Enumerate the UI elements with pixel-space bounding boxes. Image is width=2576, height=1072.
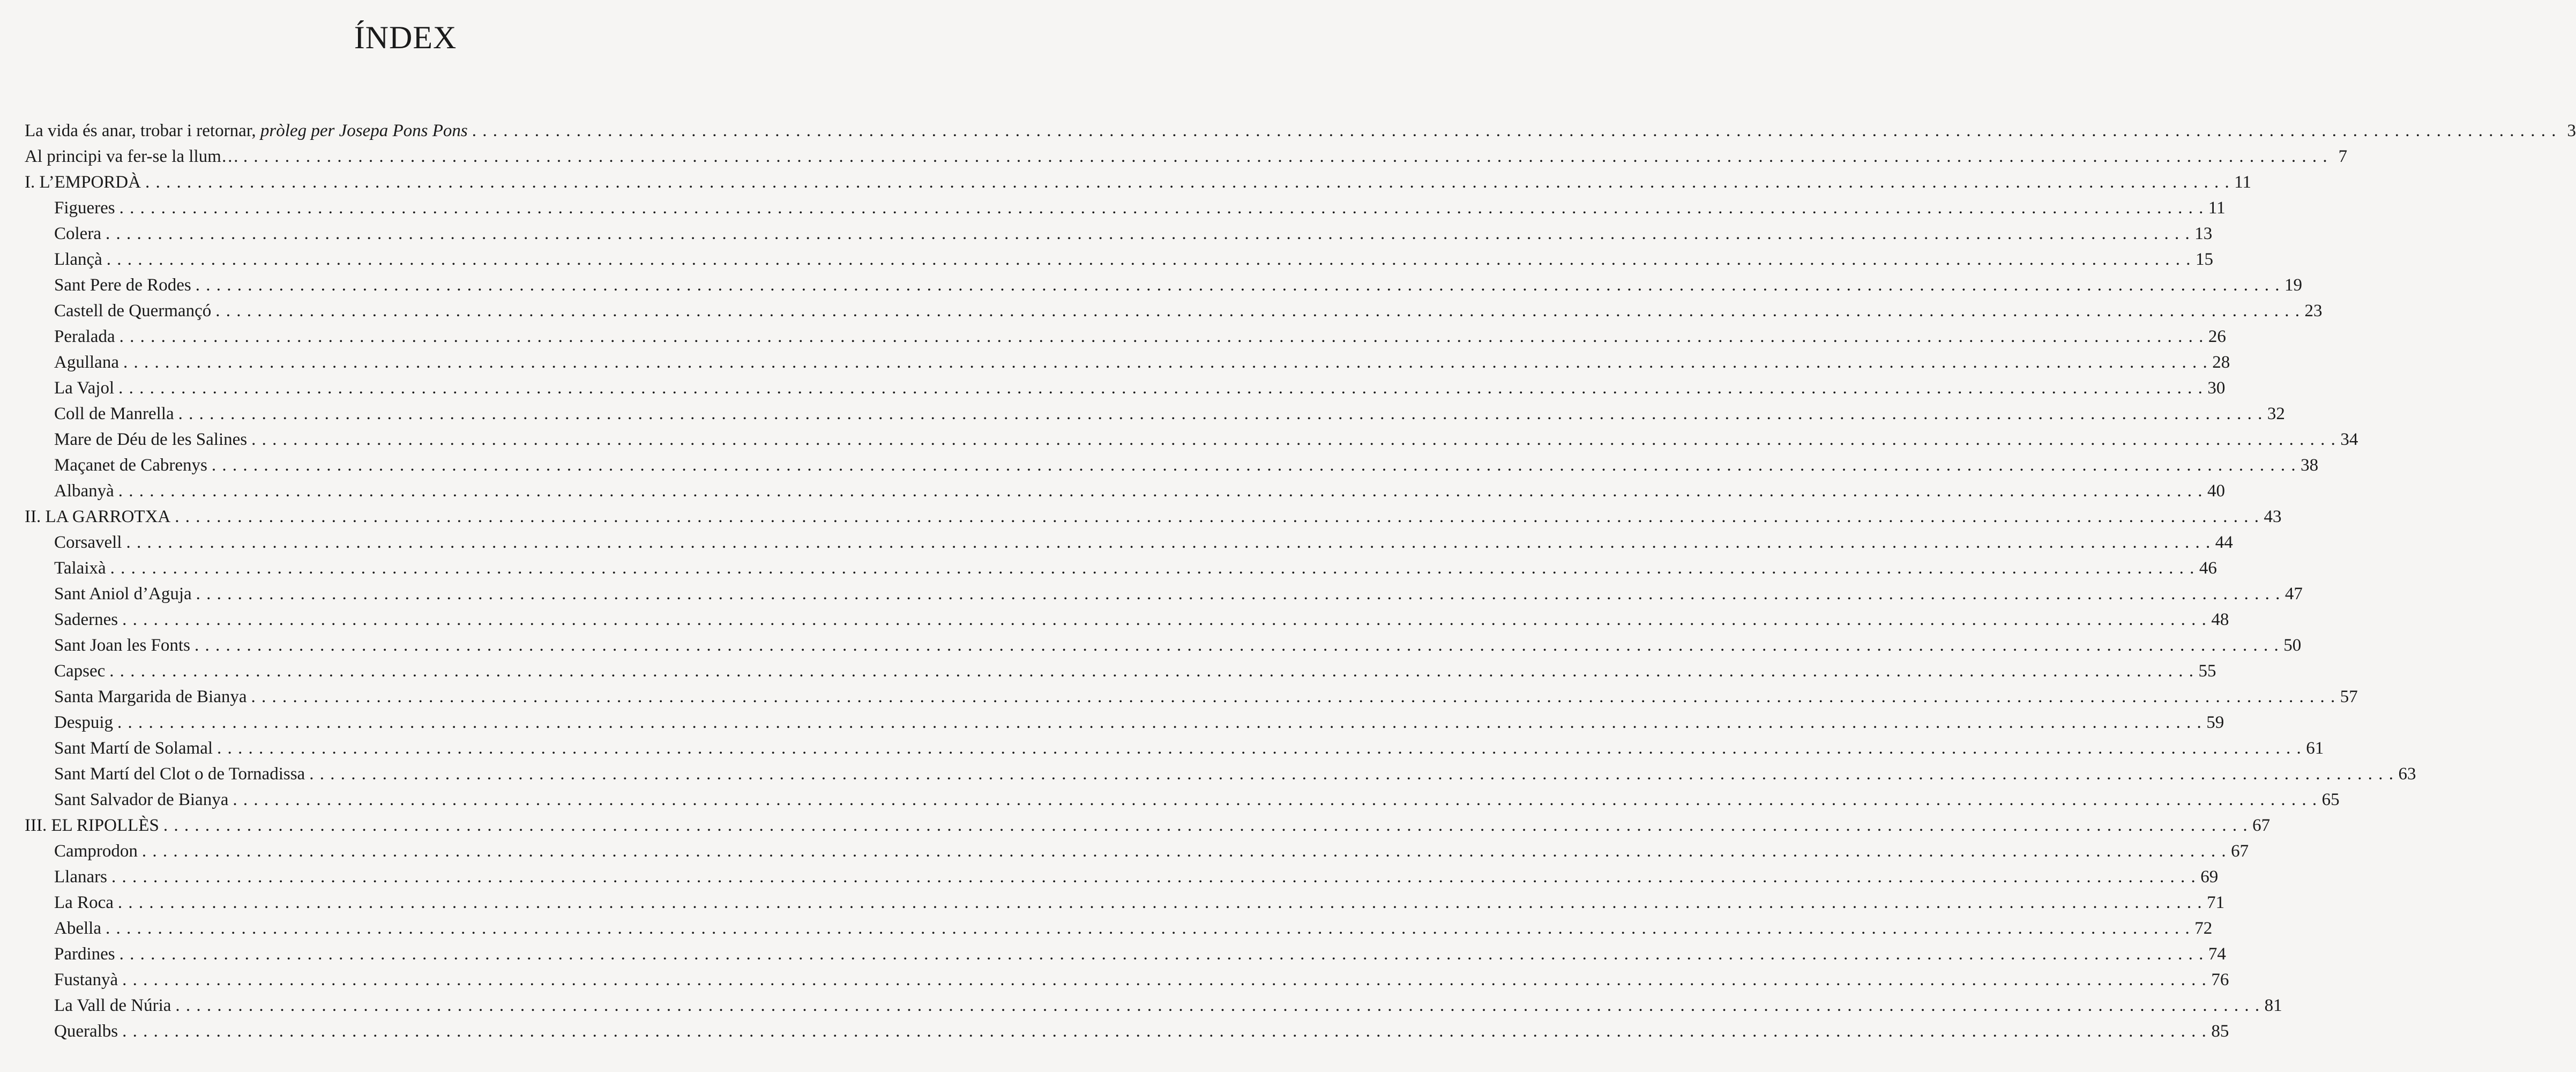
toc-entry-label: [54, 864, 107, 890]
dot-leader: . . . . . . . . . . . . . . . . . . . . . . . . . . . . . . . . . . . . . . . . . . . . . . . . . . . . . . . . . . . . . . . . . . . . . . . . . . . . . . . . . . . . . . . . . . . . . . . . . . . . . . . . . . . . . . . . . . . . . . . . . . . . . . . . . . . . . . . . . . . . . . . . . . . . . . . . . . . . . . . . . . . . . . . . . . . . . . . . . . . . . . . . . . . . . . . . . . . . . . . .: [145, 173, 2230, 192]
toc-entry-label: [54, 890, 114, 915]
toc-entry-text: Sant Pere de Rodes: [54, 276, 191, 295]
page-number: 32: [2267, 404, 2285, 423]
dot-leader: . . . . . . . . . . . . . . . . . . . . . . . . . . . . . . . . . . . . . . . . . . . . . . . . . . . . . . . . . . . . . . . . . . . . . . . . . . . . . . . . . . . . . . . . . . . . . . . . . . . . . . . . . . . . . . . . . . . . . . . . . . . . . . . . . . . . . . . . . . . . . . . . . . . . . . . . . . . . . . . . . . . . . . . . . . . . . . . . . . . . . . . . . . . . . . . . . . . . . . . .: [118, 481, 2204, 501]
toc-entry[interactable]: [25, 118, 2576, 144]
toc-subentry[interactable]: [25, 658, 2216, 684]
table-of-contents: [25, 118, 2576, 1044]
toc-subentry[interactable]: [25, 530, 2233, 555]
dot-leader: . . . . . . . . . . . . . . . . . . . . . . . . . . . . . . . . . . . . . . . . . . . . . . . . . . . . . . . . . . . . . . . . . . . . . . . . . . . . . . . . . . . . . . . . . . . . . . . . . . . . . . . . . . . . . . . . . . . . . . . . . . . . . . . . . . . . . . . . . . . . . . . . . . . . . . . . . . . . . . . . . . . . . . . . . . . . . . . . . . . . . . . . . . . . . . . . . . . . . . . .: [196, 584, 2281, 604]
toc-entry-label: [25, 504, 170, 530]
toc-entry-label: [54, 478, 114, 504]
page-number: 85: [2211, 1022, 2229, 1041]
toc-entry-text: Fustanyà: [54, 970, 118, 989]
dot-leader: . . . . . . . . . . . . . . . . . . . . . . . . . . . . . . . . . . . . . . . . . . . . . . . . . . . . . . . . . . . . . . . . . . . . . . . . . . . . . . . . . . . . . . . . . . . . . . . . . . . . . . . . . . . . . . . . . . . . . . . . . . . . . . . . . . . . . . . . . . . . . . . . . . . . . . . . . . . . . . . . . . . . . . . . . . . . . . . . . . . . . . . . . . . . . . . . . . . . . . . .: [117, 893, 2203, 912]
toc-entry-label: [54, 1018, 118, 1044]
dot-leader: . . . . . . . . . . . . . . . . . . . . . . . . . . . . . . . . . . . . . . . . . . . . . . . . . . . . . . . . . . . . . . . . . . . . . . . . . . . . . . . . . . . . . . . . . . . . . . . . . . . . . . . . . . . . . . . . . . . . . . . . . . . . . . . . . . . . . . . . . . . . . . . . . . . . . . . . . . . . . . . . . . . . . . . . . . . . . . . . . . . . . . . . . . . . . . . . . . . . . . . .: [195, 276, 2280, 295]
toc-entry-label: [54, 298, 211, 324]
toc-entry-label: [54, 272, 191, 298]
toc-entry-label: [54, 735, 213, 761]
toc-entry-label: [54, 375, 114, 401]
toc-entry-text: Agullana: [54, 353, 119, 372]
toc-entry-text: Llançà: [54, 250, 102, 269]
dot-leader: . . . . . . . . . . . . . . . . . . . . . . . . . . . . . . . . . . . . . . . . . . . . . . . . . . . . . . . . . . . . . . . . . . . . . . . . . . . . . . . . . . . . . . . . . . . . . . . . . . . . . . . . . . . . . . . . . . . . . . . . . . . . . . . . . . . . . . . . . . . . . . . . . . . . . . . . . . . . . . . . . . . . . . . . . . . . . . . . . . . . . . . . . . . . . . . . . . . . . . . .: [119, 944, 2204, 964]
toc-subentry[interactable]: [25, 401, 2285, 427]
toc-entry-label: [54, 581, 192, 607]
toc-entry-text: Castell de Quermançó: [54, 301, 212, 321]
toc-subentry[interactable]: [25, 195, 2226, 221]
dot-leader: . . . . . . . . . . . . . . . . . . . . . . . . . . . . . . . . . . . . . . . . . . . . . . . . . . . . . . . . . . . . . . . . . . . . . . . . . . . . . . . . . . . . . . . . . . . . . . . . . . . . . . . . . . . . . . . . . . . . . . . . . . . . . . . . . . . . . . . . . . . . . . . . . . . . . . . . . . . . . . . . . . . . . . . . . . . . . . . . . . . . . . . . . . . . . . . . . . . . . . . .: [122, 1022, 2207, 1041]
dot-leader: . . . . . . . . . . . . . . . . . . . . . . . . . . . . . . . . . . . . . . . . . . . . . . . . . . . . . . . . . . . . . . . . . . . . . . . . . . . . . . . . . . . . . . . . . . . . . . . . . . . . . . . . . . . . . . . . . . . . . . . . . . . . . . . . . . . . . . . . . . . . . . . . . . . . . . . . . . . . . . . . . . . . . . . . . . . . . . . . . . . . . . . . . . . . . . . . . . . . . . . .: [105, 224, 2191, 243]
page-number: 28: [2212, 353, 2230, 372]
page-number: 69: [2200, 867, 2219, 887]
toc-entry-text: Sant Salvador de Bianya: [54, 790, 229, 809]
toc-subentry[interactable]: [25, 787, 2340, 813]
toc-subentry[interactable]: [25, 1018, 2229, 1044]
toc-subentry[interactable]: [25, 298, 2323, 324]
dot-leader: . . . . . . . . . . . . . . . . . . . . . . . . . . . . . . . . . . . . . . . . . . . . . . . . . . . . . . . . . . . . . . . . . . . . . . . . . . . . . . . . . . . . . . . . . . . . . . . . . . . . . . . . . . . . . . . . . . . . . . . . . . . . . . . . . . . . . . . . . . . . . . . . . . . . . . . . . . . . . . . . . . . . . . . . . . . . . . . . . . . . . . . . . . . . . . . . . . . . . . . .: [178, 404, 2263, 423]
page-number: 67: [2252, 816, 2271, 835]
toc-entry-text: Sant Joan les Fonts: [54, 636, 190, 655]
toc-entry-label: [54, 941, 115, 967]
toc-entry-italic: pròleg per Josepa Pons Pons: [260, 121, 468, 140]
page-number: 7: [2338, 147, 2348, 166]
page-number: 50: [2283, 636, 2302, 655]
dot-leader: . . . . . . . . . . . . . . . . . . . . . . . . . . . . . . . . . . . . . . . . . . . . . . . . . . . . . . . . . . . . . . . . . . . . . . . . . . . . . . . . . . . . . . . . . . . . . . . . . . . . . . . . . . . . . . . . . . . . . . . . . . . . . . . . . . . . . . . . . . . . . . . . . . . . . . . . . . . . . . . . . . . . . . . . . . . . . . . . . . . . . . . . . . . . . . . . . . . . . . . .: [110, 559, 2195, 578]
page-number: 72: [2194, 919, 2213, 938]
dot-leader: . . . . . . . . . . . . . . . . . . . . . . . . . . . . . . . . . . . . . . . . . . . . . . . . . . . . . . . . . . . . . . . . . . . . . . . . . . . . . . . . . . . . . . . . . . . . . . . . . . . . . . . . . . . . . . . . . . . . . . . . . . . . . . . . . . . . . . . . . . . . . . . . . . . . . . . . . . . . . . . . . . . . . . . . . . . . . . . . . . . . . . . . . . . . . . . . . . . . . . . .: [233, 790, 2318, 809]
dot-leader: . . . . . . . . . . . . . . . . . . . . . . . . . . . . . . . . . . . . . . . . . . . . . . . . . . . . . . . . . . . . . . . . . . . . . . . . . . . . . . . . . . . . . . . . . . . . . . . . . . . . . . . . . . . . . . . . . . . . . . . . . . . . . . . . . . . . . . . . . . . . . . . . . . . . . . . . . . . . . . . . . . . . . . . . . . . . . . . . . . . . . . . . . . . . . . . . . . . . . . . .: [118, 378, 2204, 398]
dot-leader: . . . . . . . . . . . . . . . . . . . . . . . . . . . . . . . . . . . . . . . . . . . . . . . . . . . . . . . . . . . . . . . . . . . . . . . . . . . . . . . . . . . . . . . . . . . . . . . . . . . . . . . . . . . . . . . . . . . . . . . . . . . . . . . . . . . . . . . . . . . . . . . . . . . . . . . . . . . . . . . . . . . . . . . . . . . . . . . . . . . . . . . . . . . . . . . . . . . . . . . .: [217, 739, 2302, 758]
dot-leader: . . . . . . . . . . . . . . . . . . . . . . . . . . . . . . . . . . . . . . . . . . . . . . . . . . . . . . . . . . . . . . . . . . . . . . . . . . . . . . . . . . . . . . . . . . . . . . . . . . . . . . . . . . . . . . . . . . . . . . . . . . . . . . . . . . . . . . . . . . . . . . . . . . . . . . . . . . . . . . . . . . . . . . . . . . . . . . . . . . . . . . . . . . . . . . . . . . . . . . . .: [105, 919, 2191, 938]
toc-entry-label: [54, 632, 190, 658]
page-number: 74: [2208, 944, 2226, 964]
page-number: 76: [2211, 970, 2229, 989]
toc-entry[interactable]: [25, 144, 2348, 169]
page-number: 67: [2231, 842, 2249, 861]
toc-entry-label: [54, 787, 228, 813]
toc-entry-label: [54, 195, 115, 221]
toc-entry-text: Sant Aniol d’Aguja: [54, 584, 192, 604]
toc-entry-label: [54, 221, 101, 247]
toc-entry-text: Sant Martí de Solamal: [54, 739, 213, 758]
page-number: 40: [2207, 481, 2226, 501]
toc-subentry[interactable]: [25, 684, 2358, 710]
toc-entry-text: Talaixà: [54, 559, 106, 578]
toc-entry-label: [54, 607, 118, 632]
toc-entry-label: [54, 658, 105, 684]
page-number: 48: [2211, 610, 2229, 629]
toc-subentry[interactable]: [25, 452, 2319, 478]
page-number: 71: [2207, 893, 2225, 912]
toc-subentry[interactable]: [25, 349, 2230, 375]
page-number: 34: [2340, 430, 2358, 449]
toc-entry-text: Capsec: [54, 661, 106, 681]
toc-entry-text: Peralada: [54, 327, 115, 346]
toc-subentry[interactable]: [25, 581, 2303, 607]
toc-subentry[interactable]: [25, 735, 2324, 761]
toc-subentry[interactable]: [25, 375, 2226, 401]
page-number: 65: [2321, 790, 2340, 809]
dot-leader: . . . . . . . . . . . . . . . . . . . . . . . . . . . . . . . . . . . . . . . . . . . . . . . . . . . . . . . . . . . . . . . . . . . . . . . . . . . . . . . . . . . . . . . . . . . . . . . . . . . . . . . . . . . . . . . . . . . . . . . . . . . . . . . . . . . . . . . . . . . . . . . . . . . . . . . . . . . . . . . . . . . . . . . . . . . . . . . . . . . . . . . . . . . . . . . . . . . . . . . .: [122, 970, 2207, 989]
page-number: 13: [2194, 224, 2213, 243]
dot-leader: . . . . . . . . . . . . . . . . . . . . . . . . . . . . . . . . . . . . . . . . . . . . . . . . . . . . . . . . . . . . . . . . . . . . . . . . . . . . . . . . . . . . . . . . . . . . . . . . . . . . . . . . . . . . . . . . . . . . . . . . . . . . . . . . . . . . . . . . . . . . . . . . . . . . . . . . . . . . . . . . . . . . . . . . . . . . . . . . . . . . . . . . . . . . . . . . . . . . . . . .: [472, 121, 2557, 140]
toc-subentry[interactable]: [25, 710, 2224, 735]
toc-entry-text: Al principi va fer-se la llum…: [25, 147, 239, 166]
toc-subentry[interactable]: [25, 555, 2217, 581]
toc-subentry[interactable]: [25, 890, 2225, 915]
toc-entry-text: Despuig: [54, 713, 113, 732]
page-number: 15: [2196, 250, 2214, 269]
page-number: 46: [2199, 559, 2217, 578]
toc-entry-text: La vida és anar, trobar i retornar,: [25, 121, 260, 140]
toc-entry-label: [54, 555, 106, 581]
page-number: 43: [2264, 507, 2282, 526]
toc-subentry[interactable]: [25, 993, 2282, 1018]
toc-entry-text: Maçanet de Cabrenys: [54, 456, 207, 475]
page-number: 3: [2567, 121, 2576, 140]
toc-entry[interactable]: [25, 169, 2251, 195]
dot-leader: . . . . . . . . . . . . . . . . . . . . . . . . . . . . . . . . . . . . . . . . . . . . . . . . . . . . . . . . . . . . . . . . . . . . . . . . . . . . . . . . . . . . . . . . . . . . . . . . . . . . . . . . . . . . . . . . . . . . . . . . . . . . . . . . . . . . . . . . . . . . . . . . . . . . . . . . . . . . . . . . . . . . . . . . . . . . . . . . . . . . . . . . . . . . . . . . . . . . . . . .: [251, 430, 2336, 449]
dot-leader: . . . . . . . . . . . . . . . . . . . . . . . . . . . . . . . . . . . . . . . . . . . . . . . . . . . . . . . . . . . . . . . . . . . . . . . . . . . . . . . . . . . . . . . . . . . . . . . . . . . . . . . . . . . . . . . . . . . . . . . . . . . . . . . . . . . . . . . . . . . . . . . . . . . . . . . . . . . . . . . . . . . . . . . . . . . . . . . . . . . . . . . . . . . . . . . . . . . . . . . .: [309, 764, 2394, 784]
toc-subentry[interactable]: [25, 838, 2249, 864]
dot-leader: . . . . . . . . . . . . . . . . . . . . . . . . . . . . . . . . . . . . . . . . . . . . . . . . . . . . . . . . . . . . . . . . . . . . . . . . . . . . . . . . . . . . . . . . . . . . . . . . . . . . . . . . . . . . . . . . . . . . . . . . . . . . . . . . . . . . . . . . . . . . . . . . . . . . . . . . . . . . . . . . . . . . . . . . . . . . . . . . . . . . . . . . . . . . . . . . . . . . . . . .: [243, 147, 2328, 166]
toc-entry-label: [54, 967, 118, 993]
toc-entry-text: Sadernes: [54, 610, 118, 629]
toc-entry-text: Queralbs: [54, 1022, 118, 1041]
toc-entry-label: [54, 915, 101, 941]
toc-entry-text: Corsavell: [54, 533, 122, 552]
dot-leader: . . . . . . . . . . . . . . . . . . . . . . . . . . . . . . . . . . . . . . . . . . . . . . . . . . . . . . . . . . . . . . . . . . . . . . . . . . . . . . . . . . . . . . . . . . . . . . . . . . . . . . . . . . . . . . . . . . . . . . . . . . . . . . . . . . . . . . . . . . . . . . . . . . . . . . . . . . . . . . . . . . . . . . . . . . . . . . . . . . . . . . . . . . . . . . . . . . . . . . . .: [123, 353, 2208, 372]
page-number: 63: [2398, 764, 2416, 784]
dot-leader: . . . . . . . . . . . . . . . . . . . . . . . . . . . . . . . . . . . . . . . . . . . . . . . . . . . . . . . . . . . . . . . . . . . . . . . . . . . . . . . . . . . . . . . . . . . . . . . . . . . . . . . . . . . . . . . . . . . . . . . . . . . . . . . . . . . . . . . . . . . . . . . . . . . . . . . . . . . . . . . . . . . . . . . . . . . . . . . . . . . . . . . . . . . . . . . . . . . . . . . .: [122, 610, 2207, 629]
dot-leader: . . . . . . . . . . . . . . . . . . . . . . . . . . . . . . . . . . . . . . . . . . . . . . . . . . . . . . . . . . . . . . . . . . . . . . . . . . . . . . . . . . . . . . . . . . . . . . . . . . . . . . . . . . . . . . . . . . . . . . . . . . . . . . . . . . . . . . . . . . . . . . . . . . . . . . . . . . . . . . . . . . . . . . . . . . . . . . . . . . . . . . . . . . . . . . . . . . . . . . . .: [215, 301, 2301, 321]
page-number: 11: [2234, 173, 2251, 192]
dot-leader: . . . . . . . . . . . . . . . . . . . . . . . . . . . . . . . . . . . . . . . . . . . . . . . . . . . . . . . . . . . . . . . . . . . . . . . . . . . . . . . . . . . . . . . . . . . . . . . . . . . . . . . . . . . . . . . . . . . . . . . . . . . . . . . . . . . . . . . . . . . . . . . . . . . . . . . . . . . . . . . . . . . . . . . . . . . . . . . . . . . . . . . . . . . . . . . . . . . . . . . .: [119, 198, 2204, 218]
toc-subentry[interactable]: [25, 324, 2226, 349]
toc-entry-label: [54, 993, 171, 1018]
toc-entry-label: [25, 144, 239, 169]
toc-entry-label: [54, 684, 247, 710]
toc-entry-text: Coll de Manrella: [54, 404, 174, 423]
toc-entry-label: [54, 838, 138, 864]
toc-entry[interactable]: [25, 813, 2271, 838]
toc-entry-label: [54, 710, 113, 735]
toc-subentry[interactable]: [25, 761, 2416, 787]
dot-leader: . . . . . . . . . . . . . . . . . . . . . . . . . . . . . . . . . . . . . . . . . . . . . . . . . . . . . . . . . . . . . . . . . . . . . . . . . . . . . . . . . . . . . . . . . . . . . . . . . . . . . . . . . . . . . . . . . . . . . . . . . . . . . . . . . . . . . . . . . . . . . . . . . . . . . . . . . . . . . . . . . . . . . . . . . . . . . . . . . . . . . . . . . . . . . . . . . . . . . . . .: [163, 816, 2249, 835]
toc-entry-label: [25, 118, 468, 144]
dot-leader: . . . . . . . . . . . . . . . . . . . . . . . . . . . . . . . . . . . . . . . . . . . . . . . . . . . . . . . . . . . . . . . . . . . . . . . . . . . . . . . . . . . . . . . . . . . . . . . . . . . . . . . . . . . . . . . . . . . . . . . . . . . . . . . . . . . . . . . . . . . . . . . . . . . . . . . . . . . . . . . . . . . . . . . . . . . . . . . . . . . . . . . . . . . . . . . . . . . . . . . .: [111, 867, 2197, 887]
page-title: ÍNDEX: [354, 20, 457, 55]
toc-entry-text: Santa Margarida de Bianya: [54, 687, 247, 706]
dot-leader: . . . . . . . . . . . . . . . . . . . . . . . . . . . . . . . . . . . . . . . . . . . . . . . . . . . . . . . . . . . . . . . . . . . . . . . . . . . . . . . . . . . . . . . . . . . . . . . . . . . . . . . . . . . . . . . . . . . . . . . . . . . . . . . . . . . . . . . . . . . . . . . . . . . . . . . . . . . . . . . . . . . . . . . . . . . . . . . . . . . . . . . . . . . . . . . . . . . . . . . .: [175, 996, 2260, 1015]
toc-entry-text: La Vall de Núria: [54, 996, 171, 1015]
toc-subentry[interactable]: [25, 478, 2226, 504]
toc-entry-label: [54, 427, 247, 452]
toc-subentry[interactable]: [25, 607, 2229, 632]
toc-entry-label: [54, 401, 174, 427]
toc-entry-text: Llanars: [54, 867, 107, 887]
dot-leader: . . . . . . . . . . . . . . . . . . . . . . . . . . . . . . . . . . . . . . . . . . . . . . . . . . . . . . . . . . . . . . . . . . . . . . . . . . . . . . . . . . . . . . . . . . . . . . . . . . . . . . . . . . . . . . . . . . . . . . . . . . . . . . . . . . . . . . . . . . . . . . . . . . . . . . . . . . . . . . . . . . . . . . . . . . . . . . . . . . . . . . . . . . . . . . . . . . . . . . . .: [141, 842, 2227, 861]
toc-entry-label: [25, 169, 141, 195]
toc-entry-text: Albanyà: [54, 481, 114, 501]
toc-entry-text: Colera: [54, 224, 101, 243]
dot-leader: . . . . . . . . . . . . . . . . . . . . . . . . . . . . . . . . . . . . . . . . . . . . . . . . . . . . . . . . . . . . . . . . . . . . . . . . . . . . . . . . . . . . . . . . . . . . . . . . . . . . . . . . . . . . . . . . . . . . . . . . . . . . . . . . . . . . . . . . . . . . . . . . . . . . . . . . . . . . . . . . . . . . . . . . . . . . . . . . . . . . . . . . . . . . . . . . . . . . . . . .: [106, 250, 2192, 269]
toc-entry-label: [54, 530, 122, 555]
toc-entry-text: III. EL RIPOLLÈS: [25, 816, 159, 835]
toc-entry-label: [54, 247, 102, 272]
page-number: 19: [2284, 276, 2302, 295]
page-number: 26: [2208, 327, 2226, 346]
toc-entry-text: La Vajol: [54, 378, 115, 398]
toc-entry-text: Mare de Déu de les Salines: [54, 430, 248, 449]
page-number: 44: [2215, 533, 2233, 552]
page-number: 11: [2208, 198, 2226, 218]
page-number: 55: [2198, 661, 2216, 681]
page-number: 38: [2301, 456, 2319, 475]
page-number: 57: [2340, 687, 2358, 706]
toc-entry-text: Camprodon: [54, 842, 138, 861]
toc-entry-label: [54, 349, 119, 375]
toc-entry-text: II. LA GARROTXA: [25, 507, 171, 526]
toc-entry-label: [25, 813, 159, 838]
dot-leader: . . . . . . . . . . . . . . . . . . . . . . . . . . . . . . . . . . . . . . . . . . . . . . . . . . . . . . . . . . . . . . . . . . . . . . . . . . . . . . . . . . . . . . . . . . . . . . . . . . . . . . . . . . . . . . . . . . . . . . . . . . . . . . . . . . . . . . . . . . . . . . . . . . . . . . . . . . . . . . . . . . . . . . . . . . . . . . . . . . . . . . . . . . . . . . . . . . . . . . . .: [119, 327, 2204, 346]
page-number: 30: [2207, 378, 2226, 398]
page-number: 23: [2304, 301, 2323, 321]
page-number: 47: [2284, 584, 2303, 604]
toc-subentry[interactable]: [25, 247, 2214, 272]
toc-subentry[interactable]: [25, 915, 2213, 941]
dot-leader: . . . . . . . . . . . . . . . . . . . . . . . . . . . . . . . . . . . . . . . . . . . . . . . . . . . . . . . . . . . . . . . . . . . . . . . . . . . . . . . . . . . . . . . . . . . . . . . . . . . . . . . . . . . . . . . . . . . . . . . . . . . . . . . . . . . . . . . . . . . . . . . . . . . . . . . . . . . . . . . . . . . . . . . . . . . . . . . . . . . . . . . . . . . . . . . . . . . . . . . .: [211, 456, 2297, 475]
page-number: 61: [2306, 739, 2324, 758]
toc-subentry[interactable]: [25, 272, 2302, 298]
toc-entry-label: [54, 761, 305, 787]
toc-entry-text: Figueres: [54, 198, 115, 218]
toc-entry-label: [54, 324, 115, 349]
toc-subentry[interactable]: [25, 864, 2219, 890]
toc-entry-text: Pardines: [54, 944, 115, 964]
dot-leader: . . . . . . . . . . . . . . . . . . . . . . . . . . . . . . . . . . . . . . . . . . . . . . . . . . . . . . . . . . . . . . . . . . . . . . . . . . . . . . . . . . . . . . . . . . . . . . . . . . . . . . . . . . . . . . . . . . . . . . . . . . . . . . . . . . . . . . . . . . . . . . . . . . . . . . . . . . . . . . . . . . . . . . . . . . . . . . . . . . . . . . . . . . . . . . . . . . . . . . . .: [109, 661, 2194, 681]
toc-entry-label: [54, 452, 207, 478]
page-number: 81: [2264, 996, 2282, 1015]
page-number: 59: [2206, 713, 2224, 732]
dot-leader: . . . . . . . . . . . . . . . . . . . . . . . . . . . . . . . . . . . . . . . . . . . . . . . . . . . . . . . . . . . . . . . . . . . . . . . . . . . . . . . . . . . . . . . . . . . . . . . . . . . . . . . . . . . . . . . . . . . . . . . . . . . . . . . . . . . . . . . . . . . . . . . . . . . . . . . . . . . . . . . . . . . . . . . . . . . . . . . . . . . . . . . . . . . . . . . . . . . . . . . .: [175, 507, 2260, 526]
toc-subentry[interactable]: [25, 221, 2213, 247]
dot-leader: . . . . . . . . . . . . . . . . . . . . . . . . . . . . . . . . . . . . . . . . . . . . . . . . . . . . . . . . . . . . . . . . . . . . . . . . . . . . . . . . . . . . . . . . . . . . . . . . . . . . . . . . . . . . . . . . . . . . . . . . . . . . . . . . . . . . . . . . . . . . . . . . . . . . . . . . . . . . . . . . . . . . . . . . . . . . . . . . . . . . . . . . . . . . . . . . . . . . . . . .: [251, 687, 2336, 706]
toc-subentry[interactable]: [25, 967, 2229, 993]
toc-subentry[interactable]: [25, 941, 2226, 967]
toc-entry[interactable]: [25, 504, 2282, 530]
toc-entry-text: I. L’EMPORDÀ: [25, 173, 141, 192]
toc-entry-text: Abella: [54, 919, 101, 938]
dot-leader: . . . . . . . . . . . . . . . . . . . . . . . . . . . . . . . . . . . . . . . . . . . . . . . . . . . . . . . . . . . . . . . . . . . . . . . . . . . . . . . . . . . . . . . . . . . . . . . . . . . . . . . . . . . . . . . . . . . . . . . . . . . . . . . . . . . . . . . . . . . . . . . . . . . . . . . . . . . . . . . . . . . . . . . . . . . . . . . . . . . . . . . . . . . . . . . . . . . . . . . .: [117, 713, 2202, 732]
toc-subentry[interactable]: [25, 632, 2302, 658]
toc-entry-text: La Roca: [54, 893, 114, 912]
toc-entry-text: Sant Martí del Clot o de Tornadissa: [54, 764, 305, 784]
dot-leader: . . . . . . . . . . . . . . . . . . . . . . . . . . . . . . . . . . . . . . . . . . . . . . . . . . . . . . . . . . . . . . . . . . . . . . . . . . . . . . . . . . . . . . . . . . . . . . . . . . . . . . . . . . . . . . . . . . . . . . . . . . . . . . . . . . . . . . . . . . . . . . . . . . . . . . . . . . . . . . . . . . . . . . . . . . . . . . . . . . . . . . . . . . . . . . . . . . . . . . . .: [126, 533, 2211, 552]
dot-leader: . . . . . . . . . . . . . . . . . . . . . . . . . . . . . . . . . . . . . . . . . . . . . . . . . . . . . . . . . . . . . . . . . . . . . . . . . . . . . . . . . . . . . . . . . . . . . . . . . . . . . . . . . . . . . . . . . . . . . . . . . . . . . . . . . . . . . . . . . . . . . . . . . . . . . . . . . . . . . . . . . . . . . . . . . . . . . . . . . . . . . . . . . . . . . . . . . . . . . . . .: [194, 636, 2280, 655]
toc-subentry[interactable]: [25, 427, 2358, 452]
